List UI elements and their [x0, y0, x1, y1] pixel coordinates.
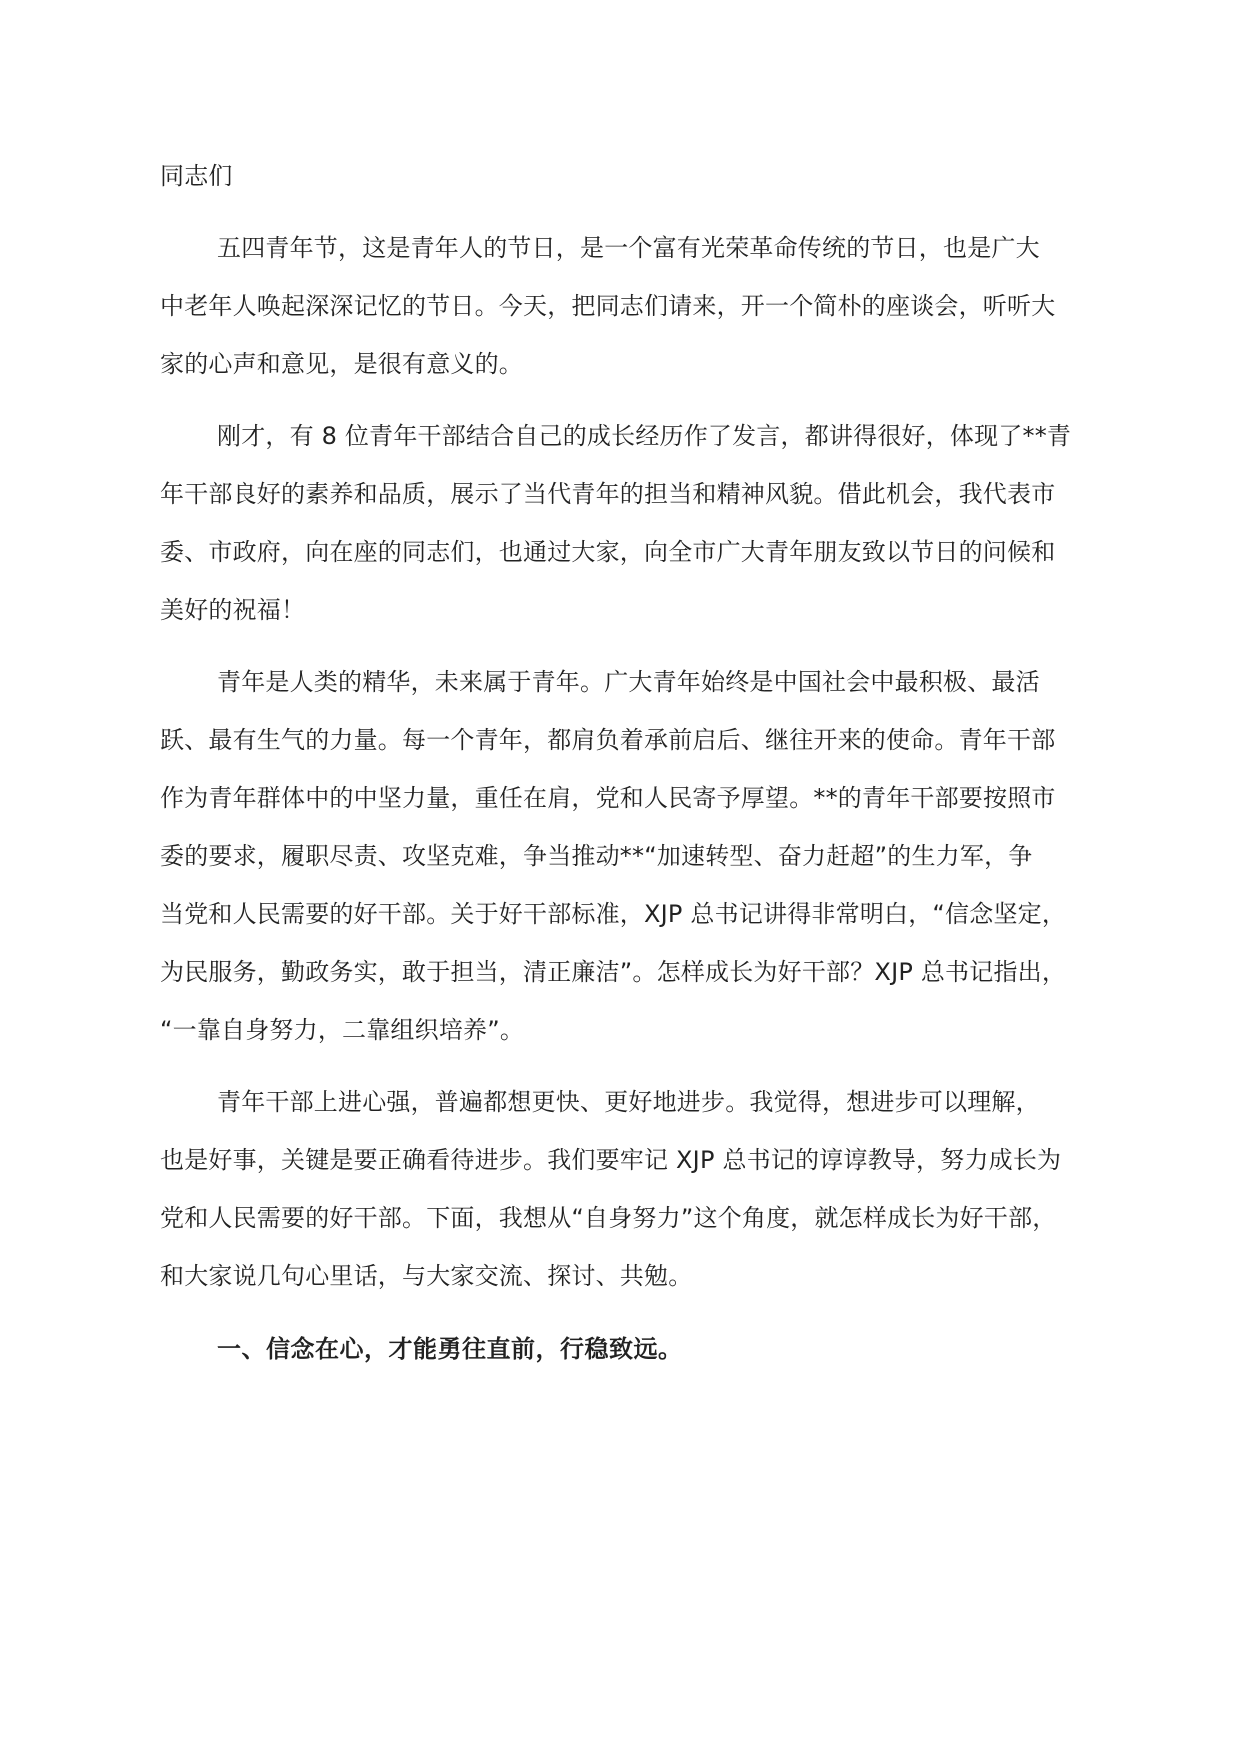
paragraph-line: 五四青年节，这是青年人的节日，是一个富有光荣革命传统的节日，也是广大 [217, 234, 1040, 262]
paragraph-line: 也是好事，关键是要正确看待进步。我们要牢记 XJP 总书记的谆谆教导，努力成长为 [160, 1146, 1062, 1174]
paragraph-line: 作为青年群体中的中坚力量，重任在肩，党和人民寄予厚望。**的青年干部要按照市 [160, 784, 1056, 812]
document-page [160, 0, 1090, 1754]
paragraph-line: 和大家说几句心里话，与大家交流、探讨、共勉。 [160, 1262, 693, 1290]
paragraph-line: 年干部良好的素养和品质，展示了当代青年的担当和精神风貌。借此机会，我代表市 [160, 480, 1056, 508]
paragraph-line: 跃、最有生气的力量。每一个青年，都肩负着承前启后、继往开来的使命。青年干部 [160, 726, 1056, 754]
paragraph-line: 党和人民需要的好干部。下面，我想从“自身努力”这个角度，就怎样成长为好干部， [160, 1204, 1057, 1232]
paragraph-line: 为民服务，勤政务实，敢于担当，清正廉洁”。怎样成长为好干部？XJP 总书记指出， [160, 958, 1067, 986]
paragraph-line: 青年干部上进心强，普遍都想更快、更好地进步。我觉得，想进步可以理解， [217, 1088, 1040, 1116]
paragraph-line: 刚才，有 8 位青年干部结合自己的成长经历作了发言，都讲得很好，体现了**青 [217, 422, 1072, 450]
salutation: 同志们 [160, 162, 233, 190]
paragraph-line: 美好的祝福！ [160, 596, 306, 624]
paragraph-line: 委、市政府，向在座的同志们，也通过大家，向全市广大青年朋友致以节日的问候和 [160, 538, 1056, 566]
paragraph-line: 青年是人类的精华，未来属于青年。广大青年始终是中国社会中最积极、最活 [217, 668, 1040, 696]
paragraph-line: “一靠自身努力，二靠组织培养”。 [160, 1016, 525, 1044]
paragraph-line: 当党和人民需要的好干部。关于好干部标准，XJP 总书记讲得非常明白，“信念坚定， [160, 900, 1067, 928]
section-heading: 一、信念在心，才能勇往直前，行稳致远。 [217, 1335, 683, 1363]
paragraph-line: 委的要求，履职尽责、攻坚克难，争当推动**“加速转型、奋力赶超”的生力军，争 [160, 842, 1033, 870]
paragraph-line: 中老年人唤起深深记忆的节日。今天，把同志们请来，开一个简朴的座谈会，听听大 [160, 292, 1056, 320]
paragraph-line: 家的心声和意见，是很有意义的。 [160, 350, 523, 378]
